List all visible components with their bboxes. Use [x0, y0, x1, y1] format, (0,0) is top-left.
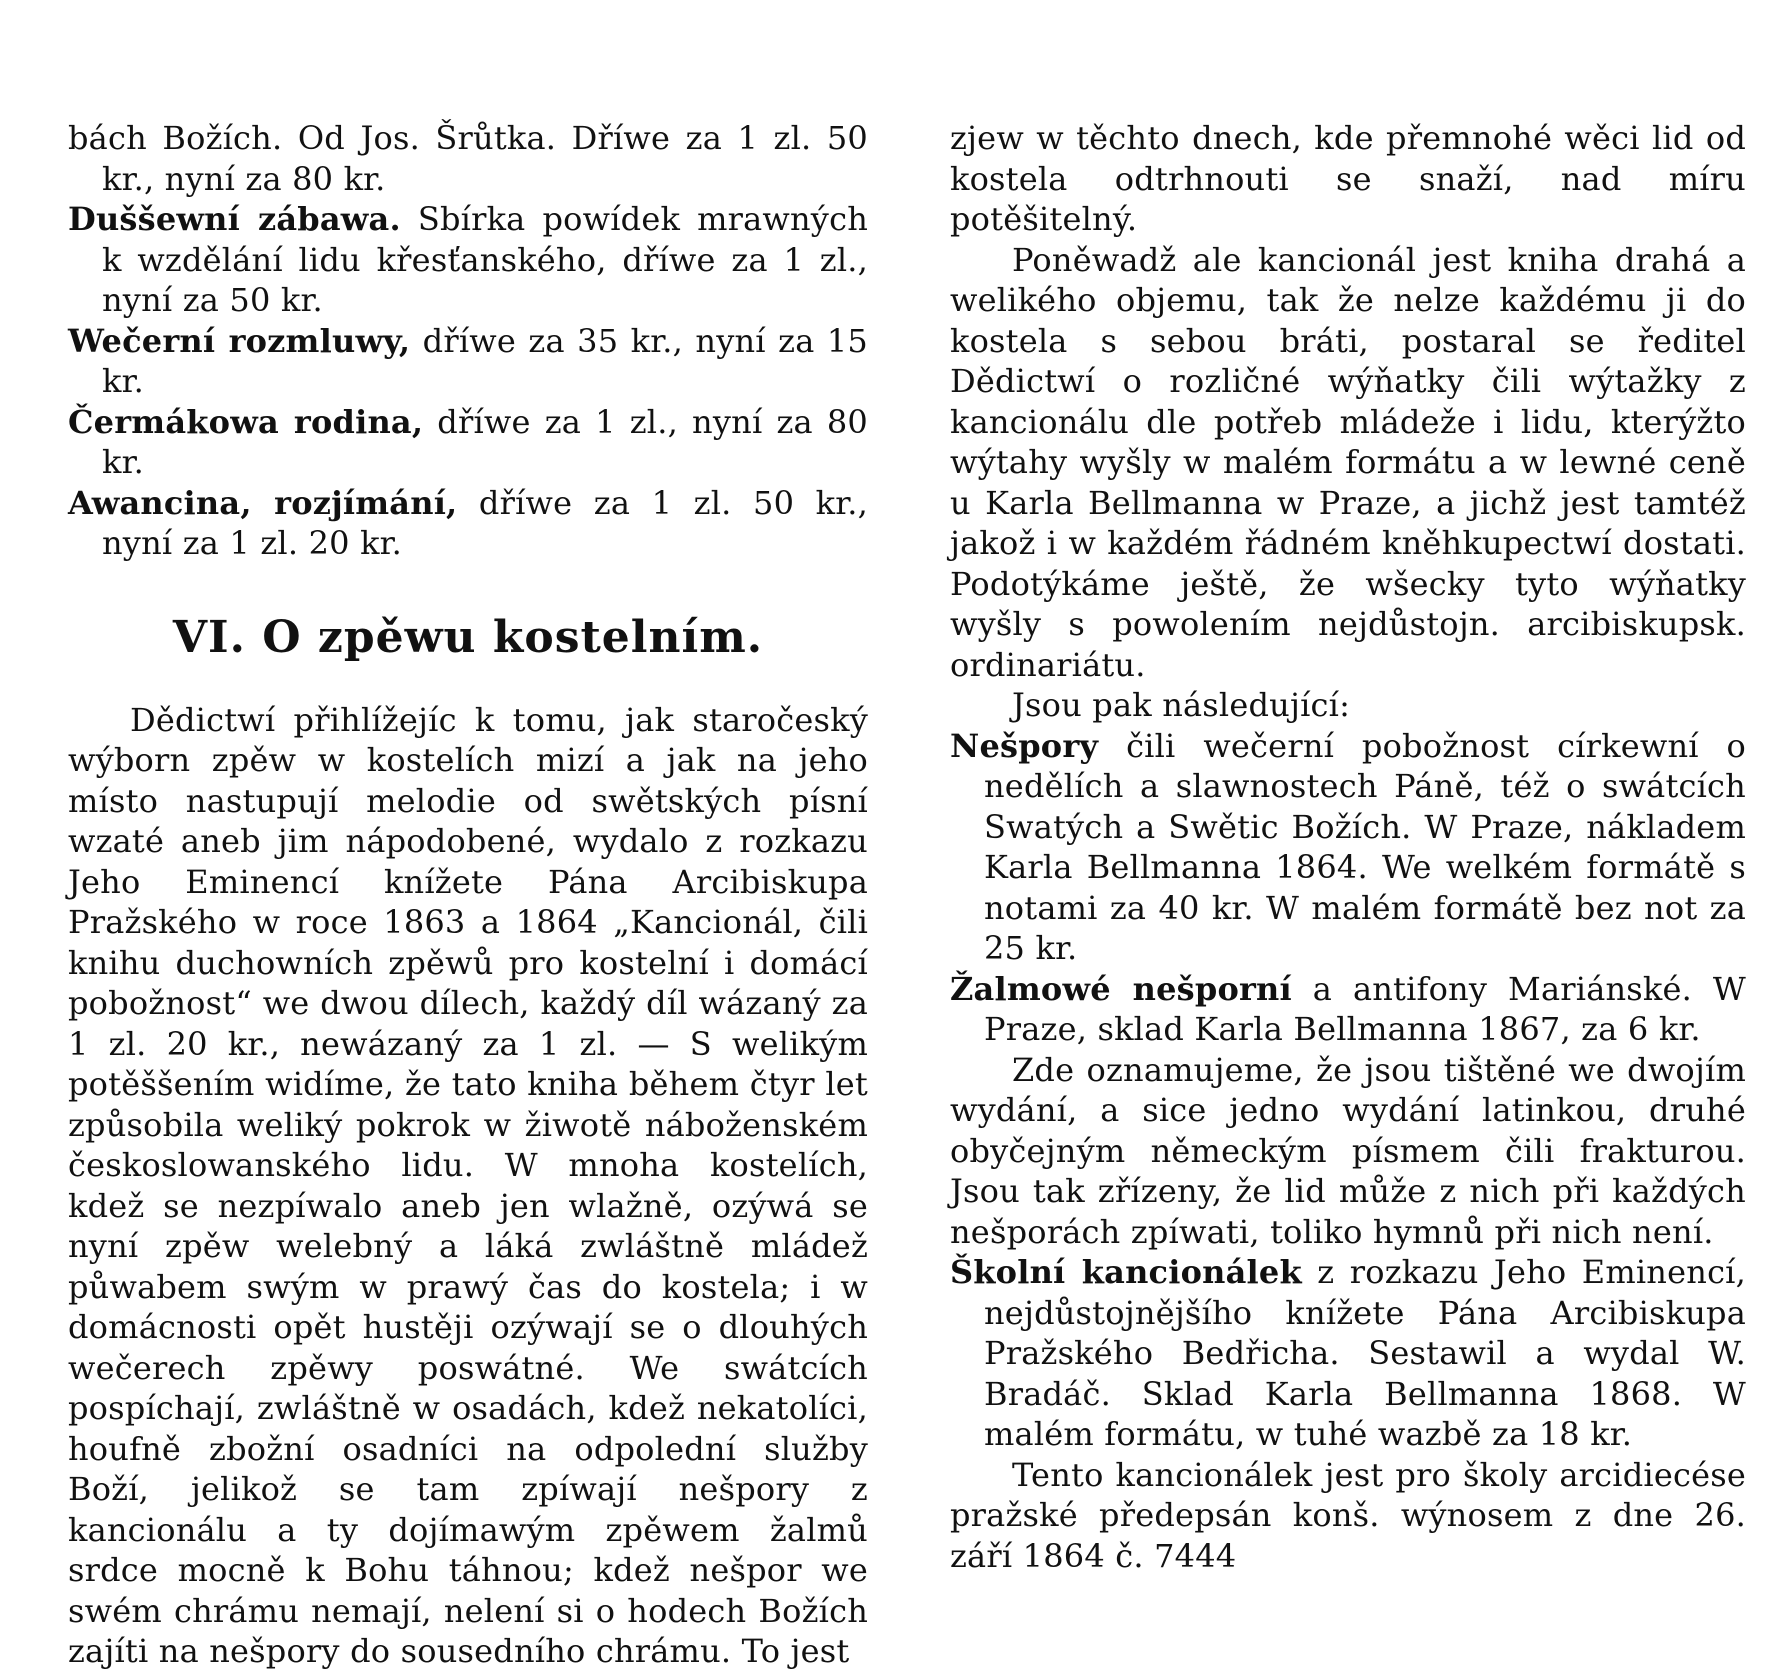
body-paragraph: Zde oznamujeme, že jsou tištěné we dwojím wydání, a sice jedno wydání latinkou, druhé obyčejným německým písmem čili frakturou. Jsou tak zřízeny, že lid může z nich při každých nešporách zpíwati, toliko hymnů při nich není.	[950, 1050, 1746, 1251]
book-title: Školní kancionálek	[950, 1253, 1302, 1291]
body-paragraph: Dědictwí přihlížejíc k tomu, jak staročeský wýborn zpěw w kostelích mizí a jak na jeho místo nastupují melodie od swětských písní wzaté aneb jim nápodobené, wydalo z rozkazu Jeho Eminencí knížete Pána Arcibiskupa Pražského w roce 1863 a 1864 „Kancionál, čili knihu duchowních zpěwů pro kostelní i domácí pobožnost“ we dwou dílech, každý díl wázaný za 1 zl. 20 kr., newázaný za 1 zl. — S welikým potěššením widíme, že tato kniha během čtyr let způsobila weliký pokrok w žiwotě náboženském českoslowanského lidu. W mnoha kostelích, kdež se nezpíwalo aneb jen wlažně, ozýwá se nyní zpěw welebný a láká zwláštně mládež půwabem swým w prawý čas do kostela; i w domácnosti opět hustěji ozýwají se o dlouhých wečerech zpěwy poswátné. We swátcích pospíchají, zwláštně w osadách, kdež nekatolíci, houfně zbožní osadníci na odpolední služby Boží, jelikož se tam zpíwají nešpory z kancionálu a ty dojímawým zpěwem žalmů srdce mocně k Bohu táhnou; kdež nešpor we swém chrámu nemají, nelení si o hodech Božích zajíti na nešpory do sousedního chrámu. To jest	[68, 700, 868, 1670]
book-title: Nešpory	[950, 726, 1099, 765]
continued-entry: bách Božích. Od Jos. Šrůtka. Dříwe za 1 zl. 50 kr., nyní za 80 kr.	[68, 119, 868, 198]
book-description: z rozkazu Jeho Eminencí, nejdůstojnějšího knížete Pána Arcibiskupa Pražského Bedřicha. Sestawil a wydal W. Bradáč. Sklad Karla Bellmanna 1868. W malém formátu, w tuhé wazbě za 18 kr.	[984, 1253, 1746, 1453]
book-entry	[68, 199, 868, 321]
body-paragraph: Jsou pak následující:	[1012, 686, 1351, 724]
book-entry	[68, 483, 868, 564]
book-title: Awancina, rozjímání,	[68, 483, 458, 522]
book-description: dříwe za 35 kr., nyní za 15 kr.	[102, 321, 868, 400]
book-title: Žalmowé nešporní	[950, 969, 1292, 1008]
book-description: dříwe za 1 zl., nyní za 80 kr.	[102, 402, 868, 481]
right-page-column	[950, 118, 1746, 1576]
left-page-column	[68, 118, 868, 1672]
book-title: Duššewní zábawa.	[68, 200, 401, 238]
section-heading: VI. O zpěwu kostelním.	[172, 611, 764, 663]
book-description: čili wečerní pobožnost církewní o nedělích a slawnostech Páně, též o swátcích Swatých a Swětic Božích. W Praze, nákladem Karla Bellmanna 1864. We welkém formátě s notami za 40 kr. W malém formátě bez not za 25 kr.	[984, 726, 1746, 967]
book-title: Čermákowa rodina,	[68, 402, 424, 441]
body-paragraph: Tento kancionálek jest pro školy arcidiecése pražské předepsán konš. wýnosem z dne 26. září 1864 č. 7444	[950, 1455, 1746, 1575]
body-paragraph: Poněwadž ale kancionál jest kniha drahá a welikého objemu, tak že nelze každému ji do kostela s sebou bráti, postaral se ředitel Dědictwí o rozličné wýňatky čili wýtažky z kancionálu dle potřeb mládeže i lidu, kterýžto wýtahy wyšly w malém formátu a w lewné ceně u Karla Bellmanna w Praze, a jichž jest tamtéž jakož i w každém řádném kněhkupectwí dostati. Podotýkáme ještě, že wšecky tyto wýňatky wyšly s powolením nejdůstojn. arcibiskupsk. ordinariátu.	[950, 240, 1746, 684]
book-description: a antifony Mariánské. W Praze, sklad Karla Bellmanna 1867, za 6 kr.	[984, 969, 1747, 1048]
book-entry	[950, 969, 1746, 1050]
book-entry	[950, 1252, 1746, 1455]
book-entry	[68, 402, 868, 483]
book-description: dříwe za 1 zl. 50 kr., nyní za 1 zl. 20 kr.	[102, 483, 869, 562]
book-entry	[950, 726, 1746, 969]
continued-paragraph: zjew w těchto dnech, kde přemnohé wěci lid od kostela odtrhnouti se snaží, nad míru potěšitelný.	[950, 119, 1746, 238]
book-title: Wečerní rozmluwy,	[68, 321, 411, 360]
book-entry	[68, 321, 868, 402]
book-description: Sbírka powídek mrawných k wzdělání lidu křesťanského, dříwe za 1 zl., nyní za 50 kr.	[102, 200, 869, 319]
